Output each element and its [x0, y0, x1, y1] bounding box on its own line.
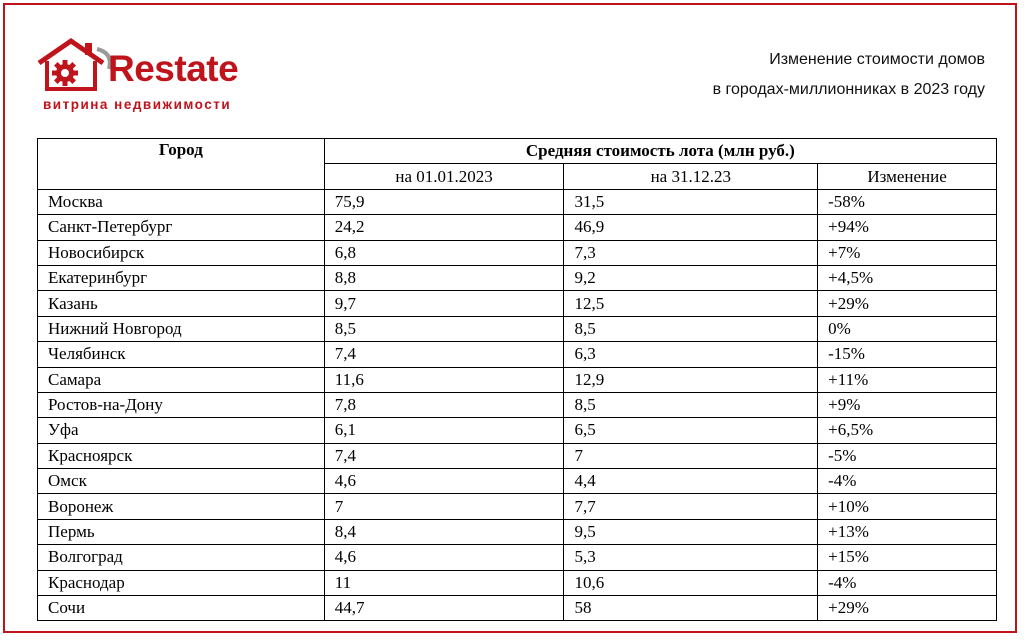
cell-change: -5%	[818, 443, 997, 468]
cell-end: 6,3	[564, 342, 818, 367]
cell-end: 6,5	[564, 418, 818, 443]
cell-end: 5,3	[564, 545, 818, 570]
table-row	[38, 392, 997, 417]
brand-name: Restate	[108, 48, 239, 89]
cell-start: 6,1	[324, 418, 564, 443]
cell-change: -15%	[818, 342, 997, 367]
table-row	[38, 494, 997, 519]
cell-start: 44,7	[324, 596, 564, 621]
table-row	[38, 418, 997, 443]
cell-change: +13%	[818, 519, 997, 544]
table-row	[38, 240, 997, 265]
cell-change: +7%	[818, 240, 997, 265]
cell-start: 8,5	[324, 316, 564, 341]
title-line-2: в городах-миллионниках в 2023 году	[712, 81, 985, 98]
cell-end: 7	[564, 443, 818, 468]
cell-city: Омск	[38, 469, 325, 494]
cell-change: +9%	[818, 392, 997, 417]
cell-end: 9,5	[564, 519, 818, 544]
table-row	[38, 469, 997, 494]
table-row	[38, 189, 997, 214]
cell-start: 11	[324, 570, 564, 595]
cell-end: 58	[564, 596, 818, 621]
brand-logo	[35, 35, 285, 115]
cell-city: Москва	[38, 189, 325, 214]
cell-start: 11,6	[324, 367, 564, 392]
price-table	[37, 138, 997, 621]
cell-city: Екатеринбург	[38, 265, 325, 290]
header-end: на 31.12.23	[564, 164, 818, 189]
cell-city: Нижний Новгород	[38, 316, 325, 341]
cell-start: 24,2	[324, 215, 564, 240]
cell-change: +29%	[818, 291, 997, 316]
cell-city: Ростов-на-Дону	[38, 392, 325, 417]
cell-city: Казань	[38, 291, 325, 316]
cell-start: 7,8	[324, 392, 564, 417]
table-row	[38, 545, 997, 570]
page-title	[713, 45, 985, 105]
cell-end: 46,9	[564, 215, 818, 240]
house-gear-icon	[35, 35, 115, 95]
table-row	[38, 215, 997, 240]
cell-city: Краснодар	[38, 570, 325, 595]
cell-start: 7,4	[324, 342, 564, 367]
table-header-row	[38, 139, 997, 164]
cell-end: 10,6	[564, 570, 818, 595]
cell-change: +94%	[818, 215, 997, 240]
cell-city: Самара	[38, 367, 325, 392]
cell-end: 7,7	[564, 494, 818, 519]
cell-change: -4%	[818, 469, 997, 494]
cell-city: Пермь	[38, 519, 325, 544]
cell-start: 4,6	[324, 469, 564, 494]
cell-end: 8,5	[564, 392, 818, 417]
cell-change: +4,5%	[818, 265, 997, 290]
cell-city: Воронеж	[38, 494, 325, 519]
cell-start: 8,8	[324, 265, 564, 290]
cell-start: 4,6	[324, 545, 564, 570]
table-row	[38, 342, 997, 367]
cell-change: +29%	[818, 596, 997, 621]
cell-start: 9,7	[324, 291, 564, 316]
brand-tagline: витрина недвижимости	[43, 97, 232, 112]
table-row	[38, 443, 997, 468]
cell-end: 12,9	[564, 367, 818, 392]
header-city: Город	[38, 139, 325, 190]
cell-start: 6,8	[324, 240, 564, 265]
cell-city: Новосибирск	[38, 240, 325, 265]
table-row	[38, 519, 997, 544]
page-frame	[3, 3, 1017, 633]
table-body	[38, 189, 997, 621]
cell-city: Волгоград	[38, 545, 325, 570]
table-row	[38, 291, 997, 316]
cell-change: +6,5%	[818, 418, 997, 443]
cell-change: +10%	[818, 494, 997, 519]
cell-end: 31,5	[564, 189, 818, 214]
header-start: на 01.01.2023	[324, 164, 564, 189]
cell-city: Санкт-Петербург	[38, 215, 325, 240]
cell-city: Челябинск	[38, 342, 325, 367]
table-row	[38, 316, 997, 341]
cell-city: Сочи	[38, 596, 325, 621]
cell-end: 12,5	[564, 291, 818, 316]
header-group: Средняя стоимость лота (млн руб.)	[324, 139, 996, 164]
cell-end: 8,5	[564, 316, 818, 341]
cell-start: 75,9	[324, 189, 564, 214]
table-row	[38, 570, 997, 595]
title-line-1: Изменение стоимости домов	[769, 51, 985, 68]
cell-change: +15%	[818, 545, 997, 570]
cell-start: 7,4	[324, 443, 564, 468]
cell-change: -4%	[818, 570, 997, 595]
table-row	[38, 596, 997, 621]
cell-end: 7,3	[564, 240, 818, 265]
table-row	[38, 265, 997, 290]
cell-change: -58%	[818, 189, 997, 214]
cell-city: Уфа	[38, 418, 325, 443]
header-change: Изменение	[818, 164, 997, 189]
cell-end: 9,2	[564, 265, 818, 290]
cell-change: +11%	[818, 367, 997, 392]
cell-change: 0%	[818, 316, 997, 341]
cell-start: 7	[324, 494, 564, 519]
cell-start: 8,4	[324, 519, 564, 544]
cell-end: 4,4	[564, 469, 818, 494]
table-row	[38, 367, 997, 392]
cell-city: Красноярск	[38, 443, 325, 468]
